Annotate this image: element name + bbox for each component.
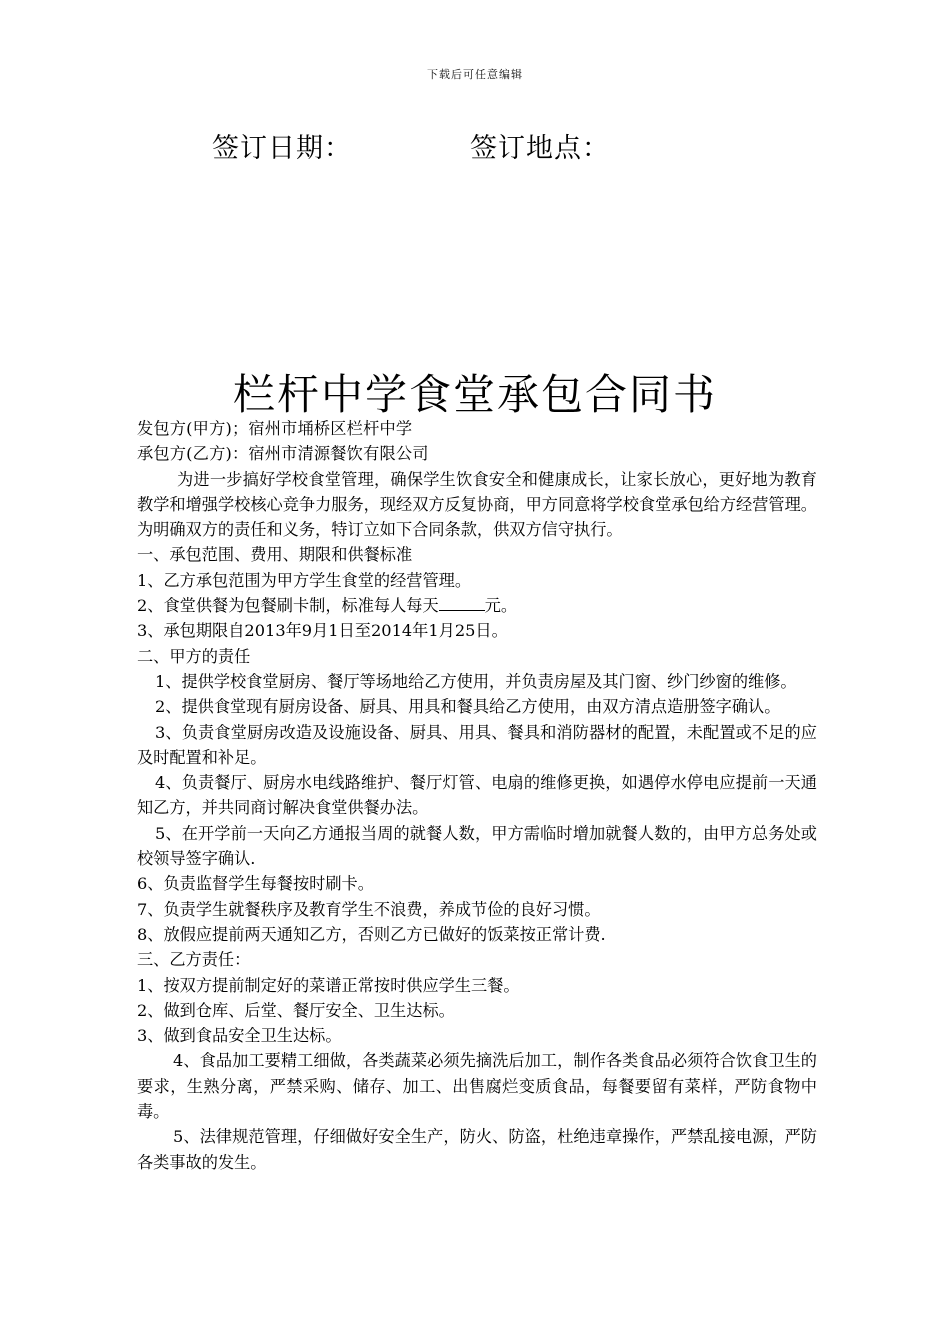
section-2-item-4: 4、负责餐厅、厨房水电线路维护、餐厅灯管、电扇的维修更换，如遇停水停电应提前一天通知乙方，并共同商讨解决食堂供餐办法。 [137, 773, 817, 818]
section-3-heading: 三、乙方责任： [137, 950, 251, 970]
section-2-item-1: 1、提供学校食堂厨房、餐厅等场地给乙方使用，并负责房屋及其门窗、纱门纱窗的维修。 [155, 671, 797, 691]
section-2-item-5: 5、在开学前一天向乙方通报当周的就餐人数，甲方需临时增加就餐人数的，由甲方总务处或校领导签字确认. [137, 823, 817, 869]
section-2-heading: 二、甲方的责任 [137, 646, 251, 666]
section-3-item-4: 4、食品加工要精工细做，各类蔬菜必须先摘洗后加工，制作各类食品必须符合饮食卫生的要求，生熟分离，严禁采购、储存、加工、出售腐烂变质食品，每餐要留有菜样，严防食物中毒。 [137, 1051, 817, 1122]
section-3-item-2: 2、做到仓库、后堂、餐厅安全、卫生达标。 [137, 1000, 455, 1020]
party-a: 发包方(甲方)；宿州市埇桥区栏杆中学 [137, 419, 413, 438]
section-3-item-1: 1、按双方提前制定好的菜谱正常按时供应学生三餐。 [137, 975, 520, 995]
header-note: 下载后可任意编辑 [427, 68, 523, 81]
sign-date-label: 签订日期： [212, 133, 352, 164]
section-1-item-2 [137, 593, 817, 618]
section-2-item-3: 3、负责食堂厨房改造及设施设备、厨具、用具、餐具和消防器材的配置，未配置或不足的应及时配置和补足。 [137, 722, 817, 767]
contract-body [137, 416, 817, 1175]
section-2-item-8: 8、放假应提前两天通知乙方，否则乙方已做好的饭菜按正常计费. [137, 924, 606, 944]
section-1-item-1: 1、乙方承包范围为甲方学生食堂的经营管理。 [137, 570, 472, 590]
section-1-item-3: 3、承包期限自2013年9月1日至2014年1月25日。 [137, 621, 508, 641]
section-2-item-6: 6、负责监督学生每餐按时刷卡。 [137, 874, 374, 894]
sign-place-label: 签订地点： [470, 133, 610, 164]
section-2-item-7: 7、负责学生就餐秩序及教育学生不浪费，养成节俭的良好习惯。 [137, 899, 601, 919]
section-3-item-5: 5、法律规范管理，仔细做好安全生产，防火、防盗，杜绝违章操作，严禁乱接电源，严防各类事故的发生。 [137, 1127, 817, 1172]
section-1-item-2-text: 2、食堂供餐为包餐刷卡制，标准每人每天 [137, 596, 439, 616]
intro-paragraph: 为进一步搞好学校食堂管理，确保学生饮食安全和健康成长，让家长放心，更好地为教育教学和增强学校核心竞争力服务，现经双方反复协商，甲方同意将学校食堂承包给方经营管理。为明确双方的责任和义务，特订立如下合同条款，供双方信守执行。 [137, 469, 817, 540]
section-3-item-3: 3、做到食品安全卫生达标。 [137, 1026, 342, 1046]
section-1-heading: 一、承包范围、费用、期限和供餐标准 [137, 545, 413, 565]
fill-in-blank [439, 596, 485, 611]
section-1-item-2-unit: 元。 [484, 596, 518, 616]
section-2-item-2: 2、提供食堂现有厨房设备、厨具、用具和餐具给乙方使用，由双方清点造册签字确认。 [155, 697, 781, 717]
document-title: 栏杆中学食堂承包合同书 [232, 370, 717, 419]
party-b: 承包方(乙方)：宿州市清源餐饮有限公司 [137, 444, 429, 464]
